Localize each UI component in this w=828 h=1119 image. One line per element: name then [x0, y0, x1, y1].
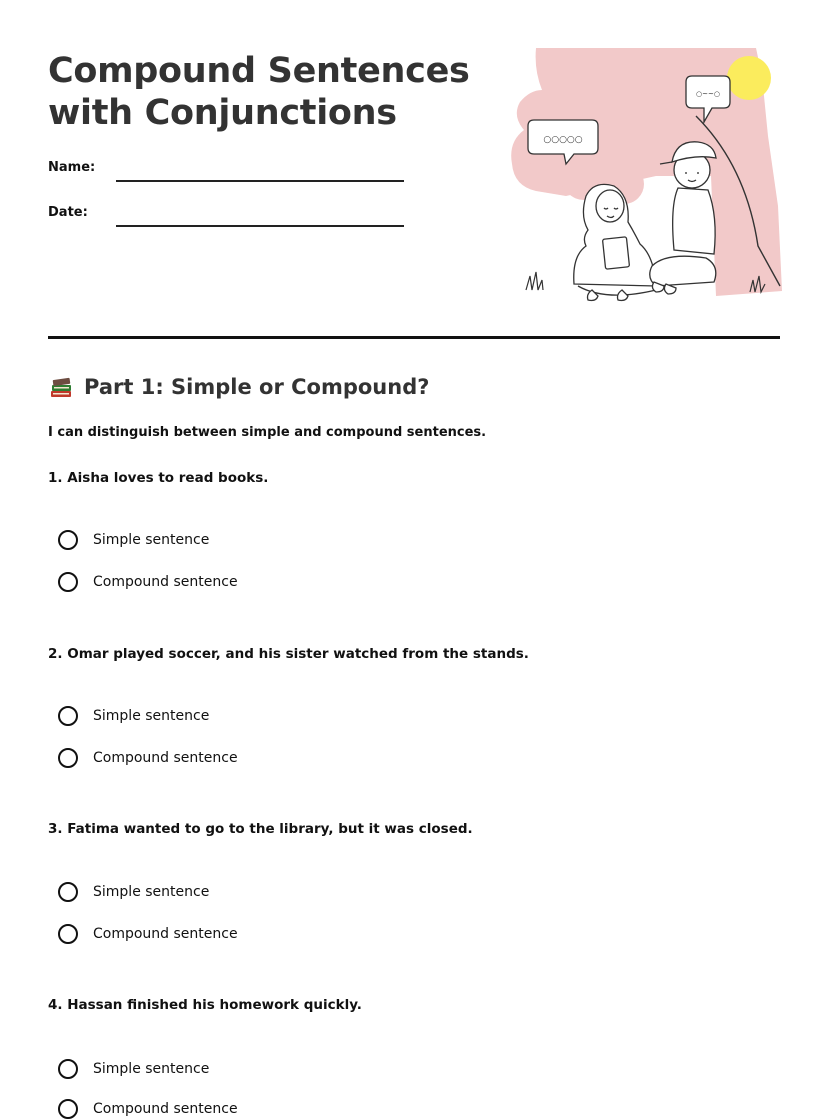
title-line-2: with Conjunctions: [48, 93, 397, 133]
option-label: Compound sentence: [93, 926, 238, 942]
question-3: [48, 819, 788, 942]
q1-option-compound[interactable]: [58, 572, 238, 592]
girl-figure: [574, 184, 656, 300]
option-label: Compound sentence: [93, 750, 238, 766]
option-label: Compound sentence: [93, 1101, 238, 1117]
q2-option-simple[interactable]: [58, 706, 209, 726]
books-icon: [48, 374, 74, 400]
learning-objective: I can distinguish between simple and compound sentences.: [48, 425, 487, 440]
question-3-text: 3. Fatima wanted to go to the library, but it was closed.: [48, 821, 473, 837]
name-label: Name:: [48, 160, 96, 175]
worksheet-title: [48, 50, 488, 134]
radio-button[interactable]: [58, 572, 78, 592]
question-2: [48, 644, 788, 766]
part1-heading: [48, 374, 429, 400]
bubble-left-text: ○○○○○: [543, 135, 583, 145]
q3-option-simple[interactable]: [58, 882, 209, 902]
part1-title: Part 1: Simple or Compound?: [84, 375, 430, 399]
question-4: [48, 995, 788, 1117]
radio-button[interactable]: [58, 1099, 78, 1119]
question-4-text: 4. Hassan finished his homework quickly.: [48, 997, 362, 1013]
sun: [727, 56, 771, 100]
question-1: [48, 468, 788, 590]
radio-button[interactable]: [58, 1059, 78, 1079]
radio-button[interactable]: [58, 530, 78, 550]
name-field[interactable]: [116, 180, 404, 182]
option-label: Simple sentence: [93, 708, 210, 724]
radio-button[interactable]: [58, 706, 78, 726]
question-1-text: 1. Aisha loves to read books.: [48, 470, 269, 486]
children-under-tree-illustration: [506, 46, 782, 302]
option-label: Simple sentence: [93, 532, 210, 548]
question-2-text: 2. Omar played soccer, and his sister watched from the stands.: [48, 646, 529, 662]
radio-button[interactable]: [58, 748, 78, 768]
q3-option-compound[interactable]: [58, 924, 238, 944]
option-label: Simple sentence: [93, 884, 210, 900]
section-divider: [48, 336, 780, 339]
option-label: Compound sentence: [93, 574, 238, 590]
bubble-right-text: ○~~○: [696, 90, 720, 98]
title-line-1: Compound Sentences: [48, 51, 470, 91]
radio-button[interactable]: [58, 924, 78, 944]
q4-option-compound[interactable]: [58, 1099, 238, 1119]
grass-left: [526, 272, 543, 290]
date-label: Date:: [48, 205, 88, 220]
option-label: Simple sentence: [93, 1061, 210, 1077]
radio-button[interactable]: [58, 882, 78, 902]
q1-option-simple[interactable]: [58, 530, 209, 550]
date-field[interactable]: [116, 225, 404, 227]
q4-option-simple[interactable]: [58, 1059, 209, 1079]
q2-option-compound[interactable]: [58, 748, 238, 768]
